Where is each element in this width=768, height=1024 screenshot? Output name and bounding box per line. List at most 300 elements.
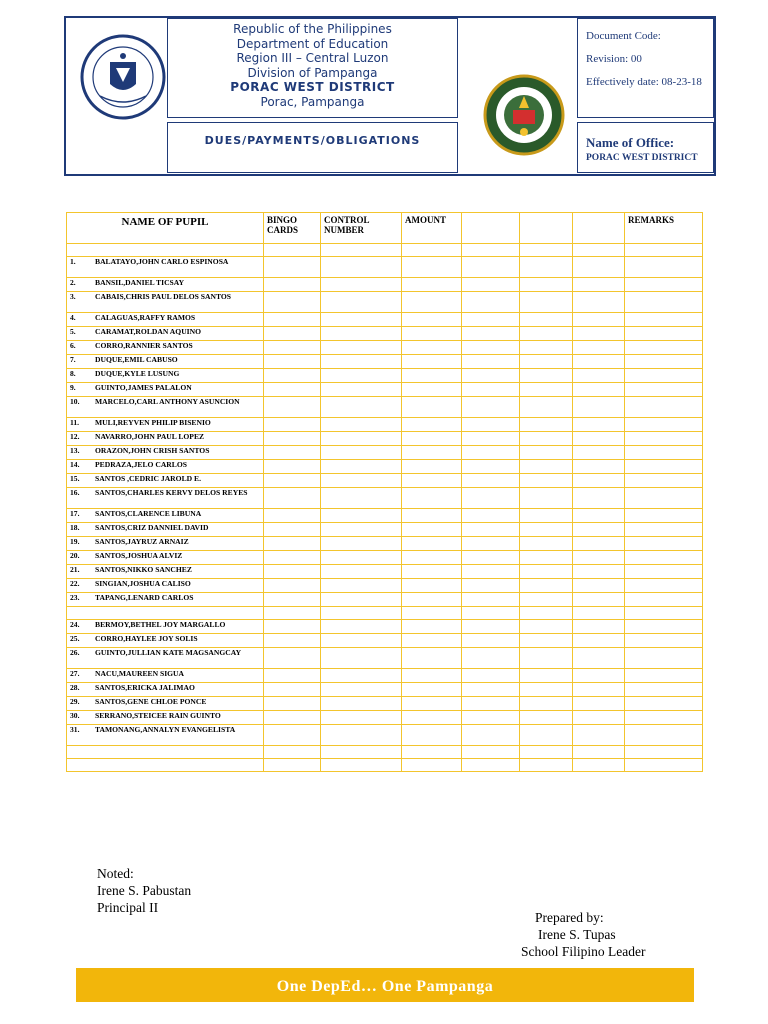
table-cell [264, 579, 321, 593]
table-cell [573, 697, 625, 711]
col-blank-1 [462, 213, 520, 244]
pupil-name: SANTOS,CHARLES KERVY DELOS REYES [95, 488, 248, 497]
table-cell [573, 418, 625, 432]
table-cell [625, 313, 703, 327]
table-cell [520, 697, 573, 711]
pupil-name: SANTOS,ERICKA JALIMAO [95, 683, 195, 692]
pupil-cell [67, 648, 264, 669]
pupil-cell [67, 683, 264, 697]
pupil-number: 8. [70, 369, 76, 378]
table-cell [625, 725, 703, 746]
table-cell [264, 711, 321, 725]
pupil-name: BALATAYO,JOHN CARLO ESPINOSA [95, 257, 229, 266]
table-cell [264, 697, 321, 711]
table-cell [625, 759, 703, 772]
table-cell [520, 383, 573, 397]
pupil-name: SANTOS,CRIZ DANNIEL DAVID [95, 523, 209, 532]
table-cell [462, 397, 520, 418]
table-cell [321, 341, 402, 355]
pupil-cell [67, 432, 264, 446]
table-cell [625, 593, 703, 607]
pupil-cell [67, 509, 264, 523]
table-body [67, 244, 703, 772]
table-cell [462, 523, 520, 537]
pupil-name: ORAZON,JOHN CRISH SANTOS [95, 446, 210, 455]
table-cell [402, 355, 462, 369]
table-row [67, 355, 703, 369]
district-name: PORAC WEST DISTRICT [230, 80, 395, 94]
table-cell [402, 523, 462, 537]
pupil-name: SANTOS,NIKKO SANCHEZ [95, 565, 192, 574]
blank-row [67, 607, 703, 620]
pupil-cell [67, 278, 264, 292]
table-cell [67, 746, 264, 759]
agency-header-box [167, 18, 458, 118]
noted-name: Irene S. Pabustan [97, 883, 192, 898]
table-cell [264, 292, 321, 313]
pupil-number: 2. [70, 278, 76, 287]
pupil-name: TAMONANG,ANNALYN EVANGELISTA [95, 725, 236, 734]
pupil-cell [67, 579, 264, 593]
table-cell [462, 313, 520, 327]
table-cell [625, 634, 703, 648]
table-header-row [67, 213, 703, 244]
table-cell [321, 759, 402, 772]
table-cell [402, 711, 462, 725]
table-cell [402, 725, 462, 746]
table-cell [625, 460, 703, 474]
table-cell [321, 369, 402, 383]
table-cell [402, 460, 462, 474]
table-row [67, 683, 703, 697]
col-blank-3 [573, 213, 625, 244]
table-row [67, 711, 703, 725]
table-cell [520, 711, 573, 725]
table-cell [264, 327, 321, 341]
pupil-number: 1. [70, 257, 76, 266]
pupil-cell [67, 327, 264, 341]
pupil-number: 15. [70, 474, 80, 483]
table-cell [264, 418, 321, 432]
table-cell [67, 607, 264, 620]
table-cell [573, 551, 625, 565]
document-info-box [577, 18, 714, 118]
table-cell [573, 711, 625, 725]
table-cell [573, 341, 625, 355]
table-row [67, 313, 703, 327]
table-cell [462, 634, 520, 648]
table-cell [573, 593, 625, 607]
document-code: Document Code: [586, 30, 661, 42]
table-cell [462, 759, 520, 772]
header-line-4: Division of Pampanga [247, 65, 378, 80]
pupil-name: SANTOS ,CEDRIC JAROLD E. [95, 474, 201, 483]
table-cell [462, 355, 520, 369]
table-cell [462, 593, 520, 607]
table-cell [321, 327, 402, 341]
table-cell [573, 537, 625, 551]
table-row [67, 369, 703, 383]
pupil-number: 25. [70, 634, 80, 643]
table-cell [573, 397, 625, 418]
table-cell [573, 327, 625, 341]
table-cell [625, 537, 703, 551]
table-cell [573, 509, 625, 523]
pupil-number: 30. [70, 711, 80, 720]
table-cell [625, 369, 703, 383]
table-cell [402, 565, 462, 579]
table-cell [462, 383, 520, 397]
table-cell [321, 355, 402, 369]
table-cell [462, 509, 520, 523]
pupil-number: 6. [70, 341, 76, 350]
table-cell [264, 488, 321, 509]
table-cell [402, 683, 462, 697]
pupil-cell [67, 446, 264, 460]
table-cell [264, 537, 321, 551]
table-cell [573, 257, 625, 278]
table-cell [321, 669, 402, 683]
table-cell [625, 711, 703, 725]
table-cell [321, 446, 402, 460]
form-title: DUES/PAYMENTS/OBLIGATIONS [167, 122, 458, 173]
pupil-name: MULI,REYVEN PHILIP BISENIO [95, 418, 211, 427]
table-cell [520, 565, 573, 579]
table-cell [520, 593, 573, 607]
table-cell [321, 432, 402, 446]
table-cell [573, 292, 625, 313]
table-cell [573, 244, 625, 257]
table-cell [67, 759, 264, 772]
table-cell [462, 460, 520, 474]
table-cell [402, 669, 462, 683]
pupil-name: BERMOY,BETHEL JOY MARGALLO [95, 620, 226, 629]
table-cell [520, 634, 573, 648]
pupil-number: 17. [70, 509, 80, 518]
table-row [67, 620, 703, 634]
table-cell [573, 607, 625, 620]
table-cell [321, 634, 402, 648]
noted-title: Principal II [97, 900, 159, 915]
table-cell [321, 683, 402, 697]
table-cell [520, 669, 573, 683]
header-line-1: Republic of the Philippines [233, 22, 392, 36]
table-cell [462, 341, 520, 355]
table-cell [520, 397, 573, 418]
table-cell [321, 725, 402, 746]
header-line-3: Region III – Central Luzon [236, 51, 389, 65]
table-cell [625, 683, 703, 697]
table-cell [573, 565, 625, 579]
pupil-cell [67, 620, 264, 634]
table-row [67, 725, 703, 746]
col-name-of-pupil: NAME OF PUPIL [67, 213, 264, 244]
table-cell [573, 669, 625, 683]
table-cell [402, 607, 462, 620]
table-cell [264, 746, 321, 759]
table-cell [462, 474, 520, 488]
table-cell [625, 523, 703, 537]
pupil-number: 5. [70, 327, 76, 336]
table-cell [462, 278, 520, 292]
pupil-cell [67, 523, 264, 537]
table-cell [520, 244, 573, 257]
pupil-name: MARCELO,CARL ANTHONY ASUNCION [95, 397, 240, 406]
pupil-name: SANTOS,JAYRUZ ARNAIZ [95, 537, 189, 546]
table-row [67, 257, 703, 278]
table-cell [462, 446, 520, 460]
pupil-cell [67, 355, 264, 369]
table-cell [520, 460, 573, 474]
table-cell [573, 355, 625, 369]
table-cell [462, 648, 520, 669]
table-cell [321, 474, 402, 488]
pupil-name: CABAIS,CHRIS PAUL DELOS SANTOS [95, 292, 232, 301]
pupil-cell [67, 383, 264, 397]
table-cell [402, 620, 462, 634]
table-cell [625, 257, 703, 278]
table-cell [462, 669, 520, 683]
pupil-name: TAPANG,LENARD CARLOS [95, 593, 194, 602]
motto-banner: One DepEd… One Pampanga [76, 968, 694, 1002]
table-row [67, 278, 703, 292]
effective-date: Effectively date: 08-23-18 [586, 76, 702, 88]
table-row [67, 488, 703, 509]
pupil-number: 7. [70, 355, 76, 364]
table-cell [264, 474, 321, 488]
office-name: PORAC WEST DISTRICT [586, 153, 698, 163]
table-row [67, 292, 703, 313]
table-cell [462, 244, 520, 257]
table-cell [264, 397, 321, 418]
table-cell [573, 488, 625, 509]
table-cell [625, 474, 703, 488]
pupil-cell [67, 474, 264, 488]
table-cell [462, 432, 520, 446]
pupil-cell [67, 565, 264, 579]
table-cell [625, 397, 703, 418]
pupil-number: 3. [70, 292, 76, 301]
table-cell [520, 620, 573, 634]
table-cell [573, 383, 625, 397]
table-cell [264, 257, 321, 278]
table-cell [520, 537, 573, 551]
table-cell [462, 579, 520, 593]
table-cell [520, 488, 573, 509]
table-cell [402, 369, 462, 383]
pupil-name: CARAMAT,ROLDAN AQUINO [95, 327, 202, 336]
table-cell [573, 369, 625, 383]
pupil-number: 27. [70, 669, 80, 678]
col-bingo-cards: BINGO CARDS [264, 213, 321, 244]
table-cell [462, 551, 520, 565]
table-cell [321, 257, 402, 278]
table-row [67, 418, 703, 432]
table-row [67, 634, 703, 648]
table-cell [573, 523, 625, 537]
table-row [67, 579, 703, 593]
table-cell [625, 446, 703, 460]
table-cell [625, 278, 703, 292]
table-cell [264, 683, 321, 697]
table-cell [321, 620, 402, 634]
prepared-name: Irene S. Tupas [538, 927, 616, 942]
table-cell [321, 383, 402, 397]
table-cell [573, 746, 625, 759]
table-cell [520, 607, 573, 620]
revision: Revision: 00 [586, 53, 642, 65]
table-cell [520, 292, 573, 313]
pupil-number: 12. [70, 432, 80, 441]
table-cell [402, 418, 462, 432]
pupil-cell [67, 725, 264, 746]
dues-table [66, 212, 703, 772]
table-cell [625, 341, 703, 355]
table-cell [402, 292, 462, 313]
table-row [67, 523, 703, 537]
table-cell [520, 355, 573, 369]
table-row [67, 565, 703, 579]
table-cell [462, 711, 520, 725]
table-cell [462, 327, 520, 341]
table-cell [402, 257, 462, 278]
table-cell [625, 579, 703, 593]
table-row [67, 509, 703, 523]
table-cell [520, 446, 573, 460]
table-cell [321, 711, 402, 725]
table-cell [625, 327, 703, 341]
table-cell [625, 648, 703, 669]
prepared-title: School Filipino Leader [521, 944, 646, 959]
table-cell [402, 746, 462, 759]
district-location: Porac, Pampanga [260, 94, 365, 109]
pupil-name: GUINTO,JAMES PALALON [95, 383, 192, 392]
table-cell [625, 488, 703, 509]
table-cell [625, 292, 703, 313]
pupil-number: 26. [70, 648, 80, 657]
table-cell [573, 725, 625, 746]
office-label: Name of Office: [586, 135, 675, 150]
pupil-number: 23. [70, 593, 80, 602]
noted-block [97, 865, 191, 916]
table-cell [520, 257, 573, 278]
pupil-number: 28. [70, 683, 80, 692]
table-cell [520, 648, 573, 669]
table-cell [520, 341, 573, 355]
table-cell [462, 683, 520, 697]
table-cell [264, 607, 321, 620]
pupil-name: CORRO,HAYLEE JOY SOLIS [95, 634, 198, 643]
pupil-number: 14. [70, 460, 80, 469]
table-cell [321, 313, 402, 327]
table-cell [462, 607, 520, 620]
pupil-number: 4. [70, 313, 76, 322]
table-cell [462, 537, 520, 551]
table-cell [520, 327, 573, 341]
deped-seal-logo [80, 34, 166, 120]
table-cell [573, 620, 625, 634]
table-cell [520, 523, 573, 537]
table-cell [520, 474, 573, 488]
deped-pampanga-seal-logo [483, 74, 565, 156]
table-row [67, 460, 703, 474]
header-line-2: Department of Education [236, 36, 389, 51]
table-cell [520, 551, 573, 565]
table-cell [462, 369, 520, 383]
table-cell [520, 509, 573, 523]
table-row [67, 697, 703, 711]
pupil-cell [67, 397, 264, 418]
table-row [67, 648, 703, 669]
noted-label: Noted: [97, 866, 134, 881]
table-cell [264, 669, 321, 683]
table-cell [520, 369, 573, 383]
table-cell [573, 634, 625, 648]
table-cell [321, 579, 402, 593]
pupil-name: NAVARRO,JOHN PAUL LOPEZ [95, 432, 205, 441]
table-cell [402, 759, 462, 772]
table-cell [321, 244, 402, 257]
table-cell [264, 620, 321, 634]
table-cell [520, 313, 573, 327]
pupil-name: DUQUE,EMIL CABUSO [95, 355, 178, 364]
table-cell [625, 509, 703, 523]
table-cell [264, 648, 321, 669]
table-cell [520, 725, 573, 746]
table-cell [264, 432, 321, 446]
table-cell [402, 551, 462, 565]
pupil-cell [67, 711, 264, 725]
table-cell [402, 341, 462, 355]
table-cell [573, 648, 625, 669]
table-cell [321, 593, 402, 607]
blank-row [67, 746, 703, 759]
pupil-cell [67, 369, 264, 383]
table-cell [321, 565, 402, 579]
pupil-cell [67, 634, 264, 648]
table-row [67, 537, 703, 551]
table-cell [321, 697, 402, 711]
table-cell [520, 746, 573, 759]
table-cell [264, 244, 321, 257]
table-cell [321, 509, 402, 523]
table-cell [264, 593, 321, 607]
table-cell [573, 278, 625, 292]
table-cell [573, 446, 625, 460]
table-cell [321, 537, 402, 551]
pupil-name: SANTOS,CLARENCE LIBUNA [95, 509, 202, 518]
pupil-number: 29. [70, 697, 80, 706]
table-cell [402, 397, 462, 418]
table-row [67, 383, 703, 397]
table-cell [625, 607, 703, 620]
table-cell [321, 418, 402, 432]
blank-row [67, 759, 703, 772]
pupil-name: GUINTO,JULLIAN KATE MAGSANGCAY [95, 648, 242, 657]
table-cell [402, 244, 462, 257]
pupil-cell [67, 418, 264, 432]
table-cell [264, 355, 321, 369]
prepared-label: Prepared by: [535, 910, 604, 925]
table-cell [402, 648, 462, 669]
table-cell [402, 383, 462, 397]
table-cell [462, 418, 520, 432]
pupil-name: DUQUE,KYLE LUSUNG [95, 369, 180, 378]
table-cell [402, 313, 462, 327]
table-row [67, 474, 703, 488]
table-cell [264, 565, 321, 579]
table-cell [520, 759, 573, 772]
